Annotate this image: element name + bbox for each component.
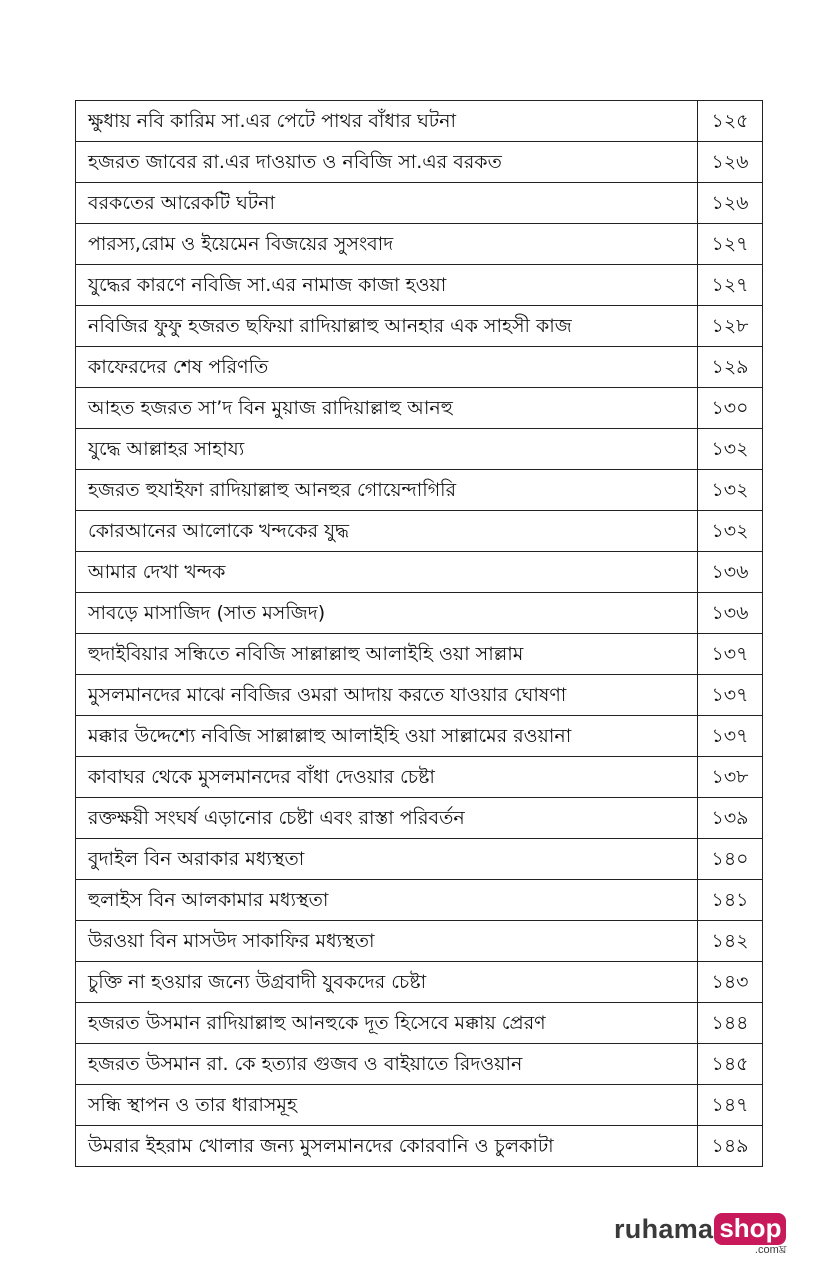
toc-row xyxy=(76,1003,763,1044)
toc-row xyxy=(76,962,763,1003)
toc-entry-title: কোরআনের আলোকে খন্দকের যুদ্ধ xyxy=(76,511,698,552)
toc-entry-title: ক্ষুধায় নবি কারিম সা.এর পেটে পাথর বাঁধার ঘটনা xyxy=(76,101,698,142)
toc-row xyxy=(76,224,763,265)
toc-entry-page: ১৩৭ xyxy=(698,716,763,757)
toc-entry-title: সাবড়ে মাসাজিদ (সাত মসজিদ) xyxy=(76,593,698,634)
toc-entry-title: হুলাইস বিন আলকামার মধ্যস্থতা xyxy=(76,880,698,921)
toc-row xyxy=(76,101,763,142)
toc-row xyxy=(76,1126,763,1167)
logo-text-ruhama: ruhama xyxy=(614,1214,714,1244)
toc-entry-page: ১৪১ xyxy=(698,880,763,921)
toc-row xyxy=(76,347,763,388)
toc-entry-page: ১৩৯ xyxy=(698,798,763,839)
toc-entry-title: কাফেরদের শেষ পরিণতি xyxy=(76,347,698,388)
toc-entry-page: ১৩২ xyxy=(698,470,763,511)
logo-text-shop: shop xyxy=(714,1213,786,1245)
toc-entry-title: হজরত উসমান রাদিয়াল্লাহু আনহুকে দূত হিসেবে মক্কায় প্রেরণ xyxy=(76,1003,698,1044)
toc-entry-page: ১৩২ xyxy=(698,511,763,552)
toc-entry-title: নবিজির ফুফু হজরত ছফিয়া রাদিয়াল্লাহু আনহার এক সাহসী কাজ xyxy=(76,306,698,347)
toc-entry-page: ১৩৭ xyxy=(698,634,763,675)
toc-row xyxy=(76,839,763,880)
toc-entry-page: ১৪৯ xyxy=(698,1126,763,1167)
toc-entry-title: যুদ্ধের কারণে নবিজি সা.এর নামাজ কাজা হওয়া xyxy=(76,265,698,306)
toc-entry-page: ১২৮ xyxy=(698,306,763,347)
toc-row xyxy=(76,798,763,839)
toc-row xyxy=(76,511,763,552)
toc-entry-title: মক্কার উদ্দেশ্যে নবিজি সাল্লাল্লাহু আলাইহি ওয়া সাল্লামের রওয়ানা xyxy=(76,716,698,757)
toc-entry-title: আমার দেখা খন্দক xyxy=(76,552,698,593)
toc-entry-page: ১৩২ xyxy=(698,429,763,470)
toc-entry-page: ১৩৬ xyxy=(698,593,763,634)
toc-entry-title: মুসলমানদের মাঝে নবিজির ওমরা আদায় করতে যাওয়ার ঘোষণা xyxy=(76,675,698,716)
toc-row xyxy=(76,1085,763,1126)
toc-entry-title: চুক্তি না হওয়ার জন্যে উগ্রবাদী যুবকদের চেষ্টা xyxy=(76,962,698,1003)
toc-entry-page: ১২৫ xyxy=(698,101,763,142)
toc-entry-page: ১৩৮ xyxy=(698,757,763,798)
toc-row xyxy=(76,757,763,798)
toc-entry-title: পারস্য,রোম ও ইয়েমেন বিজয়ের সুসংবাদ xyxy=(76,224,698,265)
toc-entry-title: যুদ্ধে আল্লাহর সাহায্য xyxy=(76,429,698,470)
toc-row xyxy=(76,183,763,224)
toc-entry-page: ১৩০ xyxy=(698,388,763,429)
toc-entry-title: হজরত উসমান রা. কে হত্যার গুজব ও বাইয়াতে রিদওয়ান xyxy=(76,1044,698,1085)
toc-entry-title: উরওয়া বিন মাসউদ সাকাফির মধ্যস্থতা xyxy=(76,921,698,962)
toc-entry-title: সন্ধি স্থাপন ও তার ধারাসমূহ xyxy=(76,1085,698,1126)
toc-row xyxy=(76,593,763,634)
toc-entry-page: ১৪৫ xyxy=(698,1044,763,1085)
toc-entry-page: ১২৯ xyxy=(698,347,763,388)
table-of-contents xyxy=(75,100,763,1167)
toc-row xyxy=(76,265,763,306)
toc-entry-page: ১২৬ xyxy=(698,142,763,183)
toc-entry-title: বুদাইল বিন অরাকার মধ্যস্থতা xyxy=(76,839,698,880)
toc-entry-title: আহত হজরত সা’দ বিন মুয়াজ রাদিয়াল্লাহু আনহু xyxy=(76,388,698,429)
toc-row xyxy=(76,1044,763,1085)
toc-entry-page: ১৪৭ xyxy=(698,1085,763,1126)
toc-row xyxy=(76,388,763,429)
toc-entry-title: বরকতের আরেকটি ঘটনা xyxy=(76,183,698,224)
toc-entry-page: ১৪৩ xyxy=(698,962,763,1003)
toc-row xyxy=(76,921,763,962)
toc-entry-title: হজরত জাবের রা.এর দাওয়াত ও নবিজি সা.এর বরকত xyxy=(76,142,698,183)
toc-entry-page: ১৪০ xyxy=(698,839,763,880)
toc-entry-page: ১২৭ xyxy=(698,265,763,306)
toc-row xyxy=(76,470,763,511)
toc-entry-page: ১৪২ xyxy=(698,921,763,962)
toc-entry-page: ১৩৬ xyxy=(698,552,763,593)
toc-entry-title: কাবাঘর থেকে মুসলমানদের বাঁধা দেওয়ার চেষ্টা xyxy=(76,757,698,798)
toc-entry-title: হুদাইবিয়ার সন্ধিতে নবিজি সাল্লাল্লাহু আলাইহি ওয়া সাল্লাম xyxy=(76,634,698,675)
toc-entry-page: ১২৭ xyxy=(698,224,763,265)
logo-text-com: .comঘ্র xyxy=(754,1244,787,1256)
toc-row xyxy=(76,716,763,757)
toc-row xyxy=(76,634,763,675)
toc-entry-title: উমরার ইহরাম খোলার জন্য মুসলমানদের কোরবানি ও চুলকাটা xyxy=(76,1126,698,1167)
toc-body xyxy=(76,101,763,1167)
toc-row xyxy=(76,142,763,183)
toc-entry-page: ১২৬ xyxy=(698,183,763,224)
toc-row xyxy=(76,306,763,347)
toc-row xyxy=(76,429,763,470)
toc-row xyxy=(76,552,763,593)
toc-entry-title: হজরত হুযাইফা রাদিয়াল্লাহু আনহুর গোয়েন্দাগিরি xyxy=(76,470,698,511)
ruhamashop-logo xyxy=(614,1213,787,1256)
toc-entry-page: ১৩৭ xyxy=(698,675,763,716)
toc-row xyxy=(76,880,763,921)
toc-entry-page: ১৪৪ xyxy=(698,1003,763,1044)
toc-row xyxy=(76,675,763,716)
logo-shop-wrap xyxy=(714,1213,787,1256)
toc-entry-title: রক্তক্ষয়ী সংঘর্ষ এড়ানোর চেষ্টা এবং রাস্তা পরিবর্তন xyxy=(76,798,698,839)
